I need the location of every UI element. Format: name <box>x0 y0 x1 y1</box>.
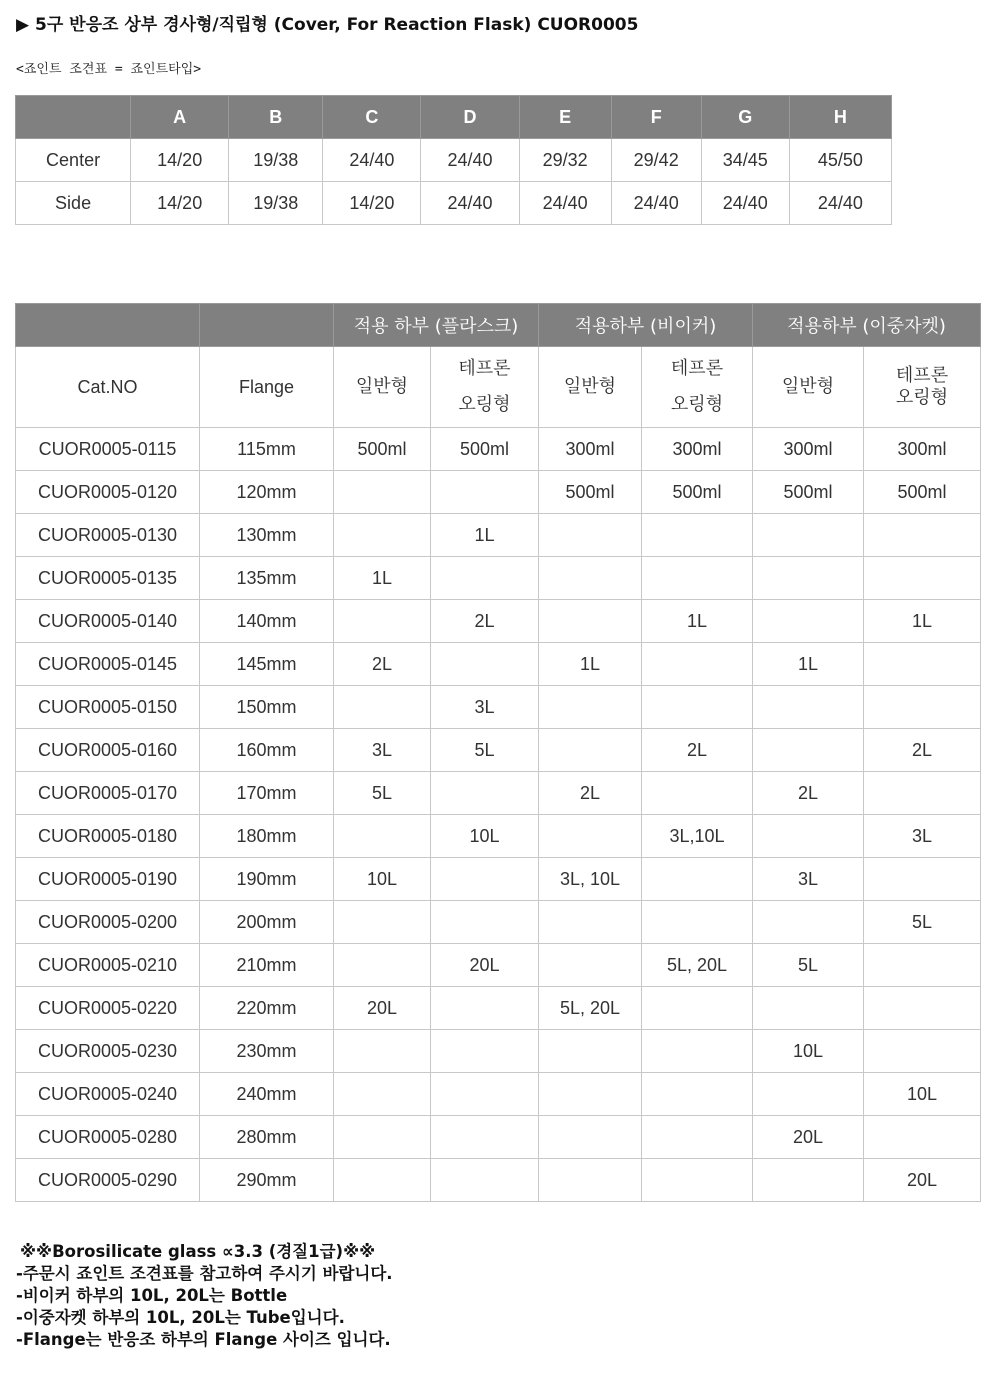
capacity-cell: 1L <box>642 600 753 643</box>
joint-header-b: B <box>229 96 323 139</box>
catalog-header-cat-no: Cat.NO <box>16 347 200 428</box>
capacity-cell: 10L <box>864 1073 981 1116</box>
joint-header-g: G <box>701 96 789 139</box>
flange-cell: 130mm <box>200 514 334 557</box>
capacity-cell: 1L <box>334 557 431 600</box>
joint-cell: 24/40 <box>789 182 891 225</box>
joint-cell: 24/40 <box>611 182 701 225</box>
capacity-cell <box>539 1030 642 1073</box>
cat-no-cell: CUOR0005-0230 <box>16 1030 200 1073</box>
capacity-cell: 10L <box>753 1030 864 1073</box>
group-header-beaker: 적용하부 (비이커) <box>539 304 753 347</box>
capacity-cell <box>642 1030 753 1073</box>
catalog-row <box>16 729 981 772</box>
group-header-flask: 적용 하부 (플라스크) <box>334 304 539 347</box>
joint-cell: 24/40 <box>421 139 519 182</box>
capacity-cell <box>864 557 981 600</box>
capacity-cell: 2L <box>539 772 642 815</box>
flange-cell: 190mm <box>200 858 334 901</box>
capacity-cell <box>539 1073 642 1116</box>
capacity-cell: 3L,10L <box>642 815 753 858</box>
capacity-cell: 5L <box>864 901 981 944</box>
joint-cell: 24/40 <box>519 182 611 225</box>
sub-header-line: 테프론 <box>895 365 949 386</box>
capacity-cell: 10L <box>334 858 431 901</box>
capacity-cell <box>864 858 981 901</box>
capacity-cell: 500ml <box>642 471 753 514</box>
capacity-cell <box>431 987 539 1030</box>
cat-no-cell: CUOR0005-0160 <box>16 729 200 772</box>
capacity-cell <box>431 557 539 600</box>
capacity-cell: 3L <box>864 815 981 858</box>
capacity-cell <box>642 1073 753 1116</box>
note-line: -Flange는 반응조 하부의 Flange 사이즈 입니다. <box>16 1330 391 1349</box>
group-header-jacket: 적용하부 (이중자켓) <box>753 304 981 347</box>
capacity-cell: 1L <box>539 643 642 686</box>
flange-cell: 135mm <box>200 557 334 600</box>
capacity-cell <box>431 772 539 815</box>
flange-cell: 280mm <box>200 1116 334 1159</box>
notes <box>16 1241 393 1351</box>
joint-row-label: Side <box>16 182 131 225</box>
capacity-cell <box>334 686 431 729</box>
cat-no-cell: CUOR0005-0180 <box>16 815 200 858</box>
sub-header-teflon-oring <box>864 347 981 428</box>
capacity-cell: 20L <box>864 1159 981 1202</box>
capacity-cell <box>642 643 753 686</box>
cat-no-cell: CUOR0005-0150 <box>16 686 200 729</box>
note-line: -주문시 죠인트 조견표를 참고하여 주시기 바랍니다. <box>16 1264 393 1283</box>
joint-row-side <box>16 182 892 225</box>
capacity-cell: 500ml <box>753 471 864 514</box>
capacity-cell <box>539 557 642 600</box>
capacity-cell: 3L <box>334 729 431 772</box>
sub-header-standard <box>753 347 864 428</box>
capacity-cell: 5L, 20L <box>642 944 753 987</box>
catalog-row <box>16 815 981 858</box>
joint-table-caption: <죠인트 조견표 = 죠인트타입> <box>16 62 202 77</box>
capacity-cell <box>431 1073 539 1116</box>
cat-no-cell: CUOR0005-0200 <box>16 901 200 944</box>
capacity-cell <box>864 772 981 815</box>
catalog-row <box>16 1073 981 1116</box>
joint-cell: 14/20 <box>323 182 421 225</box>
capacity-cell <box>642 1116 753 1159</box>
catalog-header-empty <box>200 304 334 347</box>
capacity-cell <box>431 858 539 901</box>
capacity-cell <box>431 471 539 514</box>
catalog-row <box>16 643 981 686</box>
capacity-cell <box>334 514 431 557</box>
capacity-cell <box>334 471 431 514</box>
capacity-cell: 300ml <box>539 428 642 471</box>
capacity-cell <box>642 686 753 729</box>
capacity-cell: 2L <box>334 643 431 686</box>
capacity-cell <box>642 514 753 557</box>
cat-no-cell: CUOR0005-0130 <box>16 514 200 557</box>
joint-header-c: C <box>323 96 421 139</box>
catalog-row <box>16 471 981 514</box>
sub-header-line: 오링형 <box>670 394 724 415</box>
cat-no-cell: CUOR0005-0135 <box>16 557 200 600</box>
catalog-row <box>16 686 981 729</box>
capacity-cell <box>539 815 642 858</box>
capacity-cell <box>753 901 864 944</box>
cat-no-cell: CUOR0005-0190 <box>16 858 200 901</box>
flange-cell: 170mm <box>200 772 334 815</box>
capacity-cell: 1L <box>753 643 864 686</box>
joint-header-e: E <box>519 96 611 139</box>
capacity-cell: 300ml <box>642 428 753 471</box>
joint-header-f: F <box>611 96 701 139</box>
capacity-cell <box>753 557 864 600</box>
flange-cell: 150mm <box>200 686 334 729</box>
capacity-cell: 3L <box>753 858 864 901</box>
capacity-cell <box>642 557 753 600</box>
capacity-cell <box>431 1159 539 1202</box>
joint-header-row <box>16 96 892 139</box>
capacity-cell: 500ml <box>864 471 981 514</box>
capacity-cell <box>864 514 981 557</box>
capacity-cell: 500ml <box>334 428 431 471</box>
capacity-cell: 500ml <box>539 471 642 514</box>
flange-cell: 115mm <box>200 428 334 471</box>
capacity-cell <box>431 1030 539 1073</box>
sub-header-teflon-oring <box>642 347 753 428</box>
capacity-cell <box>864 686 981 729</box>
capacity-cell <box>864 1116 981 1159</box>
catalog-body <box>16 428 981 1202</box>
flange-cell: 160mm <box>200 729 334 772</box>
flange-cell: 220mm <box>200 987 334 1030</box>
capacity-cell <box>334 944 431 987</box>
capacity-cell <box>539 901 642 944</box>
cat-no-cell: CUOR0005-0280 <box>16 1116 200 1159</box>
capacity-cell <box>753 729 864 772</box>
cat-no-cell: CUOR0005-0140 <box>16 600 200 643</box>
capacity-cell <box>642 858 753 901</box>
catalog-row <box>16 600 981 643</box>
capacity-cell <box>334 600 431 643</box>
joint-cell: 14/20 <box>131 139 229 182</box>
catalog-header-flange: Flange <box>200 347 334 428</box>
capacity-cell <box>431 643 539 686</box>
capacity-cell: 2L <box>753 772 864 815</box>
joint-cell: 34/45 <box>701 139 789 182</box>
cat-no-cell: CUOR0005-0170 <box>16 772 200 815</box>
joint-cell: 14/20 <box>131 182 229 225</box>
capacity-cell <box>539 944 642 987</box>
catalog-row <box>16 514 981 557</box>
capacity-cell: 5L <box>431 729 539 772</box>
catalog-row <box>16 987 981 1030</box>
capacity-cell: 500ml <box>431 428 539 471</box>
catalog-group-header-row <box>16 304 981 347</box>
joint-header-empty <box>16 96 131 139</box>
flange-cell: 200mm <box>200 901 334 944</box>
note-line: -이중자켓 하부의 10L, 20L는 Tube입니다. <box>16 1308 345 1327</box>
capacity-cell: 3L, 10L <box>539 858 642 901</box>
capacity-cell <box>753 1073 864 1116</box>
sub-header-line: 오링형 <box>458 394 511 415</box>
joint-cell: 24/40 <box>701 182 789 225</box>
capacity-cell <box>539 1116 642 1159</box>
capacity-cell <box>539 1159 642 1202</box>
flange-cell: 120mm <box>200 471 334 514</box>
capacity-cell: 2L <box>864 729 981 772</box>
catalog-header-empty <box>16 304 200 347</box>
capacity-cell <box>753 514 864 557</box>
capacity-cell <box>539 686 642 729</box>
capacity-cell: 5L <box>753 944 864 987</box>
joint-cell: 29/32 <box>519 139 611 182</box>
capacity-cell <box>334 1159 431 1202</box>
catalog-row <box>16 1030 981 1073</box>
capacity-cell: 20L <box>431 944 539 987</box>
cat-no-cell: CUOR0005-0240 <box>16 1073 200 1116</box>
sub-header-line: 일반형 <box>781 376 835 397</box>
cat-no-cell: CUOR0005-0115 <box>16 428 200 471</box>
sub-header-line: 테프론 <box>458 358 511 379</box>
joint-cell: 24/40 <box>323 139 421 182</box>
catalog-row <box>16 557 981 600</box>
note-line: -비이커 하부의 10L, 20L는 Bottle <box>16 1286 288 1305</box>
sub-header-teflon-oring <box>431 347 539 428</box>
joint-cell: 45/50 <box>789 139 891 182</box>
joint-cell: 24/40 <box>421 182 519 225</box>
flange-cell: 230mm <box>200 1030 334 1073</box>
capacity-cell <box>334 1030 431 1073</box>
capacity-cell: 10L <box>431 815 539 858</box>
capacity-cell <box>539 729 642 772</box>
capacity-cell <box>753 1159 864 1202</box>
cat-no-cell: CUOR0005-0220 <box>16 987 200 1030</box>
capacity-cell: 2L <box>431 600 539 643</box>
joint-row-center <box>16 139 892 182</box>
cat-no-cell: CUOR0005-0120 <box>16 471 200 514</box>
joint-header-a: A <box>131 96 229 139</box>
capacity-cell <box>864 643 981 686</box>
capacity-cell <box>864 1030 981 1073</box>
capacity-cell: 20L <box>334 987 431 1030</box>
capacity-cell <box>642 901 753 944</box>
capacity-cell <box>642 987 753 1030</box>
capacity-cell <box>753 987 864 1030</box>
capacity-cell: 1L <box>431 514 539 557</box>
joint-cell: 29/42 <box>611 139 701 182</box>
joint-table <box>15 95 892 225</box>
catalog-row <box>16 944 981 987</box>
joint-header-d: D <box>421 96 519 139</box>
capacity-cell: 5L <box>334 772 431 815</box>
capacity-cell <box>334 1116 431 1159</box>
capacity-cell <box>642 1159 753 1202</box>
capacity-cell <box>642 772 753 815</box>
joint-cell: 19/38 <box>229 182 323 225</box>
joint-row-label: Center <box>16 139 131 182</box>
capacity-cell <box>539 514 642 557</box>
capacity-cell: 20L <box>753 1116 864 1159</box>
sub-header-line: 일반형 <box>355 376 409 397</box>
flange-cell: 240mm <box>200 1073 334 1116</box>
flange-cell: 290mm <box>200 1159 334 1202</box>
cat-no-cell: CUOR0005-0290 <box>16 1159 200 1202</box>
catalog-row <box>16 428 981 471</box>
capacity-cell: 300ml <box>864 428 981 471</box>
capacity-cell <box>864 987 981 1030</box>
flange-cell: 180mm <box>200 815 334 858</box>
flange-cell: 145mm <box>200 643 334 686</box>
capacity-cell <box>864 944 981 987</box>
capacity-cell: 5L, 20L <box>539 987 642 1030</box>
catalog-sub-header-row <box>16 347 981 428</box>
cat-no-cell: CUOR0005-0145 <box>16 643 200 686</box>
capacity-cell <box>334 1073 431 1116</box>
flange-cell: 140mm <box>200 600 334 643</box>
capacity-cell <box>431 1116 539 1159</box>
capacity-cell <box>753 686 864 729</box>
capacity-cell: 3L <box>431 686 539 729</box>
catalog-row <box>16 858 981 901</box>
catalog-row <box>16 901 981 944</box>
note-line: ※※Borosilicate glass ∝3.3 (경질1급)※※ <box>20 1242 376 1261</box>
capacity-cell <box>753 600 864 643</box>
joint-header-h: H <box>789 96 891 139</box>
capacity-cell <box>753 815 864 858</box>
flange-cell: 210mm <box>200 944 334 987</box>
capacity-cell: 300ml <box>753 428 864 471</box>
capacity-cell <box>334 815 431 858</box>
sub-header-line: 일반형 <box>563 376 617 397</box>
page-title: ▶ 5구 반응조 상부 경사형/직립형 (Cover, For Reaction Flask) CUOR0005 <box>16 15 639 35</box>
catalog-row <box>16 772 981 815</box>
joint-cell: 19/38 <box>229 139 323 182</box>
sub-header-line: 테프론 <box>670 358 724 379</box>
catalog-row <box>16 1116 981 1159</box>
sub-header-line: 오링형 <box>895 387 949 408</box>
cat-no-cell: CUOR0005-0210 <box>16 944 200 987</box>
catalog-table <box>15 303 981 1202</box>
capacity-cell: 1L <box>864 600 981 643</box>
sub-header-standard <box>334 347 431 428</box>
catalog-row <box>16 1159 981 1202</box>
capacity-cell <box>334 901 431 944</box>
capacity-cell <box>431 901 539 944</box>
capacity-cell <box>539 600 642 643</box>
sub-header-standard <box>539 347 642 428</box>
capacity-cell: 2L <box>642 729 753 772</box>
